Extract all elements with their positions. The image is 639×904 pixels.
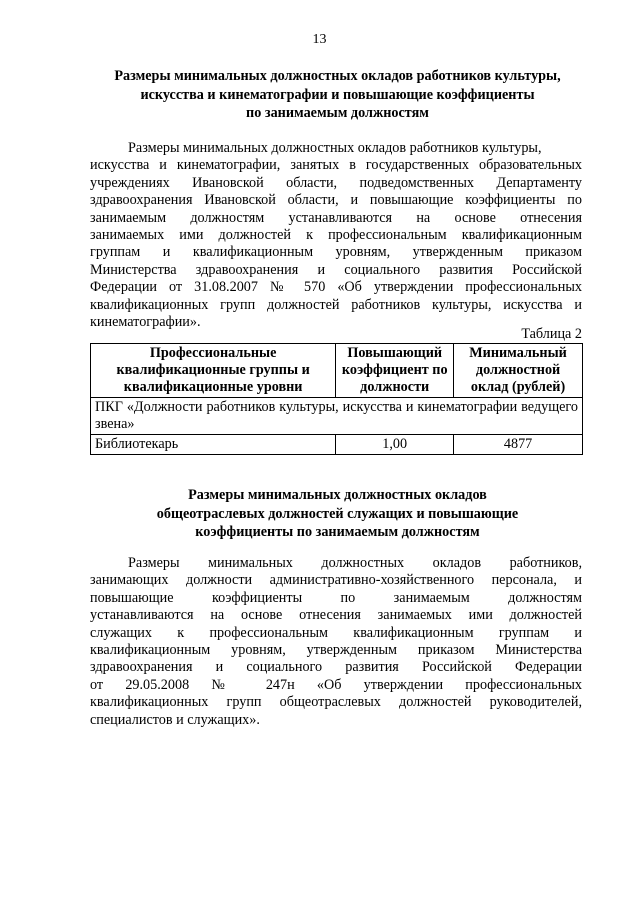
paragraph-line: Министерства здравоохранения и социального развития Российской — [90, 261, 582, 278]
section1-heading-line: искусства и кинематографии и повышающие коэффициенты — [140, 86, 535, 103]
section1-heading-line: по занимаемым должностям — [246, 105, 429, 121]
table-row — [91, 435, 583, 455]
section1-heading — [90, 67, 585, 123]
paragraph-line: от 29.05.2008 № 247н «Об утверждении профессиональных — [90, 676, 582, 693]
section2-heading-line: Размеры минимальных должностных окладов — [188, 487, 487, 503]
paragraph-line: искусства и кинематографии, занятых в государственных образовательных — [90, 157, 582, 174]
section1-paragraph — [90, 140, 582, 331]
section2-heading — [90, 486, 585, 542]
paragraph-line: учреждениях Ивановской области, подведомственных Департаменту — [90, 174, 582, 191]
table-header-row — [91, 344, 583, 398]
paragraph-line: квалификационных групп должностей работников культуры, искусства и — [90, 296, 582, 313]
paragraph-line: квалификационным уровням, утвержденным приказом Министерства — [90, 642, 582, 659]
table-caption: Таблица 2 — [521, 326, 582, 342]
header-salary: Минимальный должностной оклад (рублей) — [454, 344, 583, 398]
header-professional-groups: Профессиональные квалификационные группы и квалификационные уровни — [91, 344, 336, 398]
section2-paragraph — [90, 555, 582, 729]
table-group-row — [91, 398, 583, 435]
coefficient-cell: 1,00 — [336, 435, 454, 455]
group-title: ПКГ «Должности работников культуры, искусства и кинематографии ведущего звена» — [91, 398, 583, 435]
section2-heading-line: коэффициенты по занимаемым должностям — [195, 524, 480, 540]
paragraph-line: здравоохранения Ивановской области, и повышающие коэффициенты по — [90, 192, 582, 209]
paragraph-line: занимающих должности административно-хозяйственного персонала, и — [90, 572, 582, 589]
paragraph-line: здравоохранения и социального развития Российской Федерации — [90, 659, 582, 676]
section2-heading-line: общеотраслевых должностей служащих и повышающие — [156, 505, 519, 522]
paragraph-line: повышающие коэффициенты по занимаемым должностям — [90, 589, 582, 606]
paragraph-line: служащих к профессиональным квалификационным группам и — [90, 624, 582, 641]
salary-cell: 4877 — [454, 435, 583, 455]
paragraph-line: занимаемых ими должностей к профессиональным квалификационным — [90, 227, 582, 244]
paragraph-line: устанавливаются на основе отнесения занимаемых ими должностей — [90, 607, 582, 624]
paragraph-line: специалистов и служащих». — [90, 711, 260, 728]
position-cell: Библиотекарь — [91, 435, 336, 455]
paragraph-line: Федерации от 31.08.2007 № 570 «Об утверждении профессиональных — [90, 279, 582, 296]
paragraph-line: Размеры минимальных должностных окладов работников, — [128, 555, 582, 571]
table-2 — [90, 343, 583, 455]
header-coefficient: Повышающий коэффициент по должности — [336, 344, 454, 398]
paragraph-line: группам и квалификационным уровням, утвержденным приказом — [90, 244, 582, 261]
paragraph-line: Размеры минимальных должностных окладов работников культуры, — [128, 140, 542, 156]
paragraph-line: квалификационных групп общеотраслевых должностей руководителей, — [90, 694, 582, 711]
section1-heading-line: Размеры минимальных должностных окладов работников культуры, — [114, 68, 561, 84]
paragraph-line: кинематографии». — [90, 314, 201, 331]
paragraph-line: занимаемым должностям устанавливаются на основе отнесения — [90, 209, 582, 226]
page-number: 13 — [312, 32, 327, 47]
